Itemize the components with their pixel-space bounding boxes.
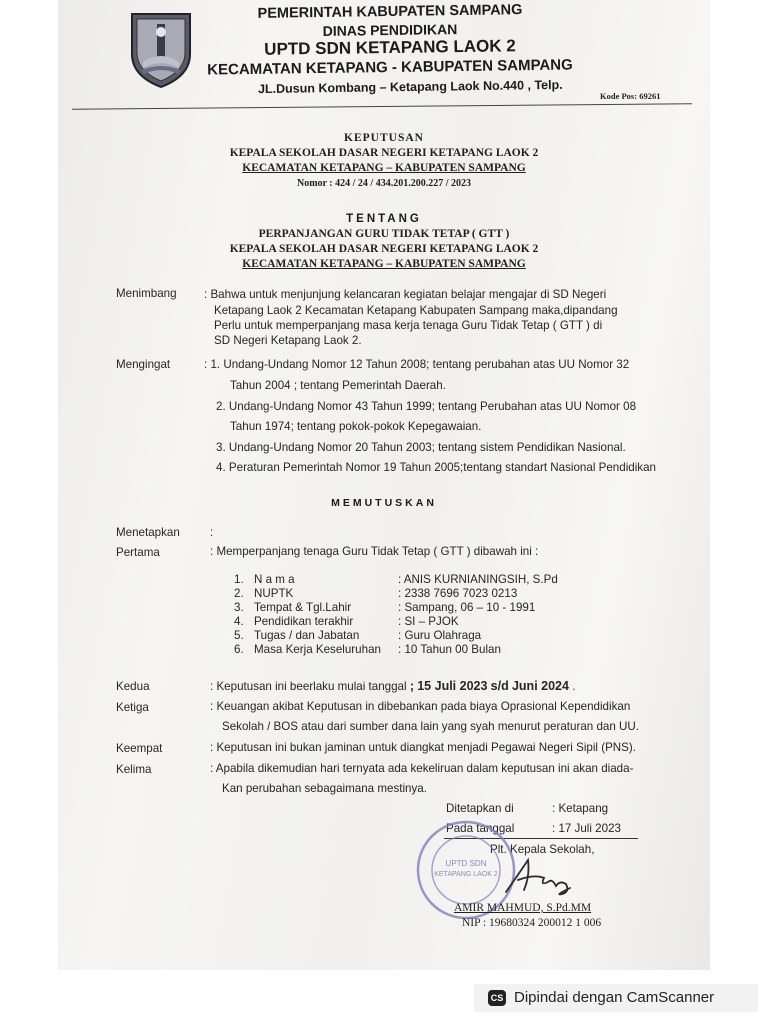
letterhead-address: JL.Dusun Kombang – Ketapang Laok No.440 , Telp.: [257, 77, 563, 97]
kelima-label: Kelima: [116, 763, 152, 776]
memutuskan-title: MEMUTUSKAN: [331, 497, 437, 509]
employee-label: Masa Kerja Keseluruhan: [254, 643, 381, 656]
employee-num: 4.: [234, 615, 244, 628]
letterhead-government: PEMERINTAH KABUPATEN SAMPANG: [257, 2, 523, 22]
decree-title: KEPUTUSAN: [344, 132, 424, 144]
signature-role: Plt. Kepala Sekolah,: [490, 843, 595, 856]
ketiga-line1: : Keuangan akibat Keputusan in dibebankan pada biaya Oprasional Kependidikan: [210, 700, 631, 713]
kedua-sd: s/d: [490, 679, 509, 693]
camscanner-icon: CS: [488, 990, 506, 1006]
employee-label: Tugas / dan Jabatan: [254, 629, 360, 642]
about-line1: PERPANJANGAN GURU TIDAK TETAP ( GTT ): [258, 228, 510, 240]
employee-num: 3.: [234, 601, 244, 614]
mengingat-item: : 1. Undang-Undang Nomor 12 Tahun 2008; tentang perubahan atas UU Nomor 32: [204, 358, 630, 371]
kedua-end-date: Juni 2024: [511, 679, 569, 693]
keempat-label: Keempat: [116, 742, 163, 755]
about-line3: KECAMATAN KETAPANG – KABUPATEN SAMPANG: [242, 258, 526, 270]
pertama-value: : Memperpanjang tenaga Guru Tidak Tetap ( GTT ) dibawah ini :: [210, 545, 539, 558]
employee-value: : 10 Tahun 00 Bulan: [398, 643, 501, 656]
about-line2: KEPALA SEKOLAH DASAR NEGERI KETAPANG LAOK 2: [229, 243, 539, 255]
signatory-nip: NIP : 19680324 200012 1 006: [462, 917, 602, 929]
decree-line1: KEPALA SEKOLAH DASAR NEGERI KETAPANG LAOK 2: [229, 147, 539, 159]
employee-label: Tempat & Tgl.Lahir: [254, 601, 352, 614]
scanner-watermark: [474, 984, 758, 1012]
menimbang-line: : Bahwa untuk menjunjung kelancaran kegiatan belajar mengajar di SD Negeri: [204, 288, 607, 301]
stamp-text: KETAPANG LAOK 2: [434, 871, 498, 878]
kedua-start-date: 15 Juli 2023: [417, 679, 488, 693]
signatory-name: AMIR MAHMUD, S.Pd.MM: [454, 902, 592, 914]
menimbang-line: Ketapang Laok 2 Kecamatan Ketapang Kabupaten Sampang maka,dipandang: [214, 304, 618, 317]
mengingat-item: 2. Undang-Undang Nomor 43 Tahun 1999; tentang Perubahan atas UU Nomor 08: [216, 400, 637, 413]
employee-num: 1.: [234, 573, 244, 586]
about-title: TENTANG: [346, 213, 422, 225]
employee-value: : SI – PJOK: [398, 615, 459, 628]
handwritten-signature: [500, 852, 580, 902]
employee-label: NUPTK: [254, 587, 294, 600]
kedua-semicolon: ;: [409, 679, 414, 693]
ketiga-label: Ketiga: [116, 701, 149, 714]
letterhead-department: DINAS PENDIDIKAN: [322, 21, 458, 39]
mengingat-item: 4. Peraturan Pemerintah Nomor 19 Tahun 2005;tentang standart Nasional Pendidikan: [216, 461, 656, 474]
scanner-text: Dipindai dengan CamScanner: [514, 989, 715, 1006]
kedua-end: .: [572, 680, 576, 693]
letterhead-postal-code: Kode Pos: 69261: [600, 91, 661, 101]
stamp-text: UPTD SDN: [445, 859, 487, 868]
employee-label: Pendidikan terakhir: [254, 615, 354, 628]
employee-value: : Guru Olahraga: [398, 629, 482, 642]
employee-num: 6.: [234, 643, 244, 656]
mengingat-label: Mengingat: [116, 358, 171, 371]
employee-num: 5.: [234, 629, 244, 642]
keempat-value: : Keputusan ini bukan jaminan untuk diangkat menjadi Pegawai Negeri Sipil (PNS).: [210, 741, 636, 754]
kelima-line1: : Apabila dikemudian hari ternyata ada kekeliruan dalam keputusan ini akan diada-: [210, 762, 634, 775]
signature-date-label: Pada tanggal: [446, 822, 515, 835]
kedua-prefix: : Keputusan ini beerlaku mulai tanggal: [210, 680, 407, 693]
mengingat-item: Tahun 2004 ; tentang Pemerintah Daerah.: [230, 379, 446, 392]
employee-num: 2.: [234, 587, 244, 600]
letterhead-district: KECAMATAN KETAPANG - KABUPATEN SAMPANG: [207, 56, 573, 79]
kelima-line2: Kan perubahan sebagaimana mestinya.: [222, 782, 427, 795]
decree-number: Nomor : 424 / 24 / 434.201.200.227 / 2023: [297, 178, 471, 189]
decree-line2: KECAMATAN KETAPANG – KABUPATEN SAMPANG: [242, 162, 526, 174]
signature-date-value: : 17 Juli 2023: [552, 822, 621, 835]
mengingat-item: 3. Undang-Undang Nomor 20 Tahun 2003; tentang sistem Pendidikan Nasional.: [216, 441, 626, 454]
menetapkan-value: :: [210, 526, 214, 539]
menetapkan-label: Menetapkan: [116, 526, 180, 539]
employee-label: N a m a: [254, 573, 295, 586]
kedua-label: Kedua: [116, 680, 150, 693]
pertama-label: Pertama: [116, 546, 160, 559]
letterhead-school: UPTD SDN KETAPANG LAOK 2: [264, 36, 516, 59]
employee-value: : 2338 7696 7023 0213: [398, 587, 518, 600]
kedua-text: [210, 679, 575, 693]
signature-place-label: Ditetapkan di: [446, 802, 514, 815]
ketiga-line2: Sekolah / BOS atau dari sumber dana lain yang syah menurut peraturan dan UU.: [222, 720, 639, 733]
menimbang-label: Menimbang: [116, 287, 177, 300]
signature-place-value: : Ketapang: [552, 802, 609, 815]
menimbang-line: Perlu untuk memperpanjang masa kerja tenaga Guru Tidak Tetap ( GTT ) di: [214, 319, 603, 332]
employee-value: : ANIS KURNIANINGSIH, S.Pd: [398, 573, 558, 586]
employee-value: : Sampang, 06 – 10 - 1991: [398, 601, 536, 614]
mengingat-item: Tahun 1974; tentang pokok-pokok Kepegawaian.: [230, 420, 482, 433]
menimbang-line: SD Negeri Ketapang Laok 2.: [214, 334, 362, 347]
